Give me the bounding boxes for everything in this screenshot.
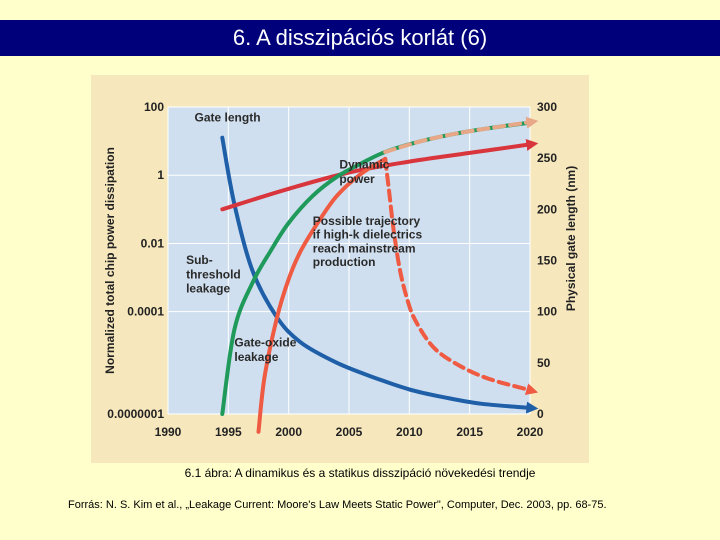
x-tick-label: 2000	[275, 425, 303, 439]
y-right-tick-label: 200	[537, 202, 558, 217]
y-right-tick-label: 100	[537, 304, 558, 319]
annotation-label: Possible trajectory	[312, 213, 421, 228]
x-tick-label: 1995	[214, 425, 242, 439]
y-right-tick-label: 300	[537, 100, 558, 114]
annotation-label: reach mainstream	[312, 241, 416, 256]
x-tick-label: 1990	[154, 425, 182, 439]
y-axis-label-right: Physical gate length (nm)	[564, 165, 578, 312]
y-left-tick-label: 100	[143, 100, 164, 114]
y-right-tick-label: 0	[537, 407, 544, 421]
annotation-label: Gate-oxide	[234, 335, 297, 350]
annotation-label: power	[339, 171, 375, 186]
x-tick-label: 2020	[516, 425, 544, 439]
power-dissipation-chart	[91, 75, 589, 463]
y-left-tick-label: 0.0000001	[107, 407, 164, 421]
y-left-tick-label: 0.0001	[127, 304, 164, 319]
annotation-label: if high-k dielectrics	[312, 227, 423, 242]
annotation-label: threshold	[186, 267, 241, 282]
figure-caption: 6.1 ábra: A dinamikus és a statikus disszipáció növekedési trendje	[184, 466, 536, 480]
chart-figure	[91, 75, 589, 463]
x-tick-label: 2015	[456, 425, 484, 439]
annotation-label: Dynamic	[339, 157, 390, 172]
y-left-tick-label: 0.01	[140, 236, 164, 251]
slide-title: 6. A disszipációs korlát (6)	[0, 20, 720, 56]
y-axis-label-left: Normalized total chip power dissipation	[103, 147, 117, 374]
source-citation: Forrás: N. S. Kim et al., „Leakage Current: Moore's Law Meets Static Power", Computer, Dec. 2003, pp. 68-75.	[68, 499, 607, 511]
y-left-tick-label: 1	[157, 168, 164, 183]
annotation-label: leakage	[186, 281, 231, 296]
annotation-label: production	[312, 254, 376, 269]
x-tick-label: 2010	[395, 425, 423, 439]
y-right-tick-label: 150	[537, 253, 558, 268]
annotation-label: Sub-	[186, 252, 213, 267]
y-right-tick-label: 50	[537, 355, 551, 370]
annotation-label: leakage	[234, 349, 279, 364]
y-right-tick-label: 250	[537, 151, 558, 166]
x-tick-label: 2005	[335, 425, 363, 439]
annotation-label: Gate length	[194, 110, 261, 125]
